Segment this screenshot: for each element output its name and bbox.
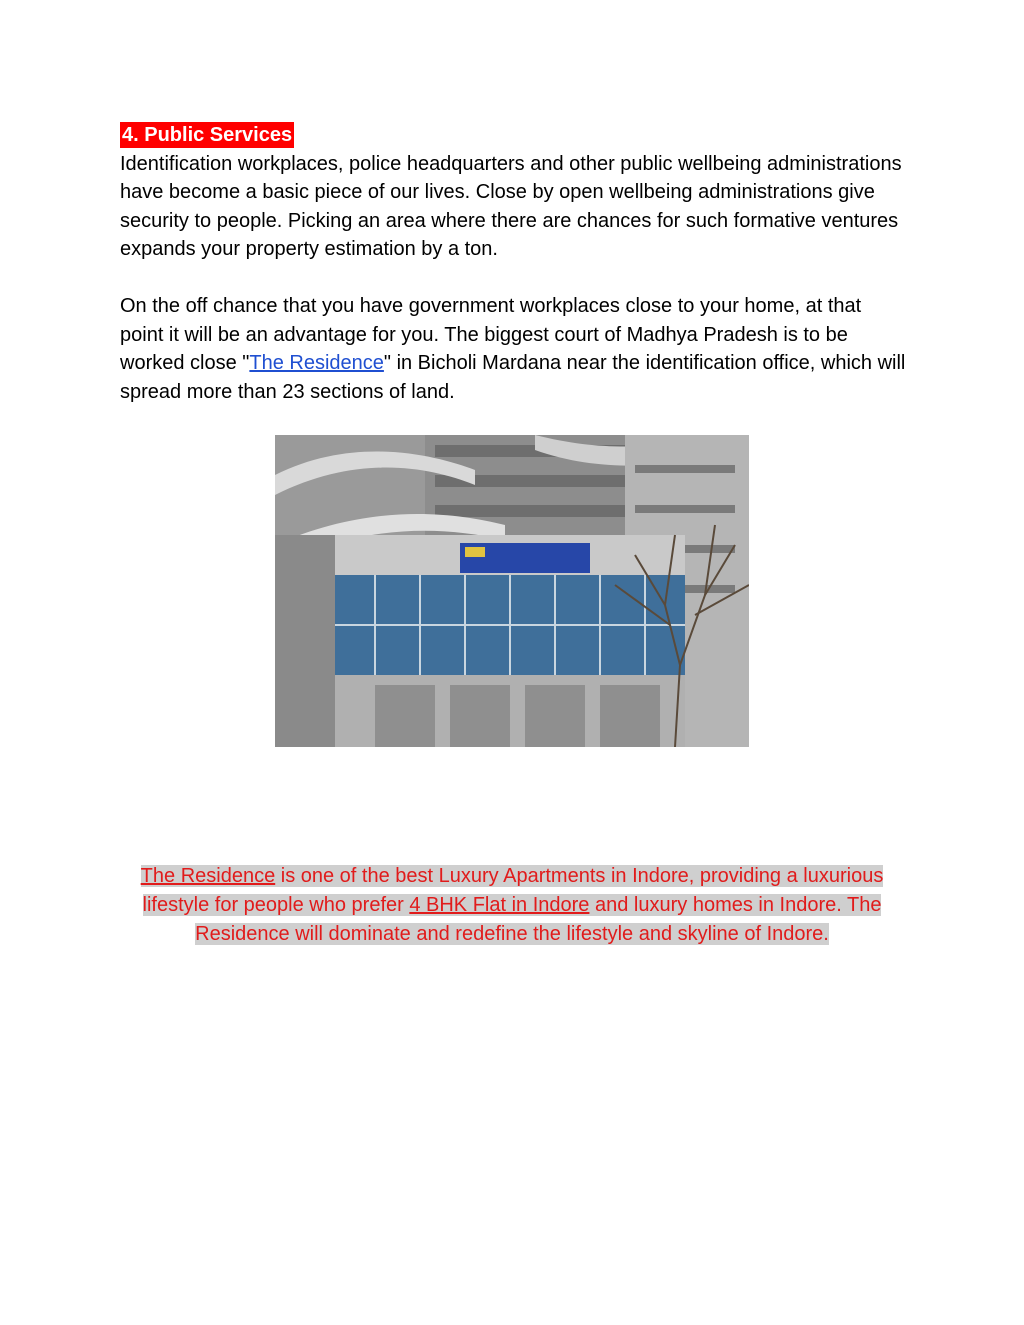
paragraph-text: On the off chance that you have government workplaces close to your home, at that point it will be an advantage for you. The biggest court of Madhya Pradesh is to be worked close " [120, 294, 862, 375]
paragraph-public-services: Identification workplaces, police headquarters and other public wellbeing administrations have become a basic piece of our lives. Close by open wellbeing administrations give security to people. Picking an area where there are chances for such formative ventures expands your property estimation by a ton. [120, 152, 902, 261]
the-residence-promo-link[interactable]: The Residence [140, 865, 276, 887]
document-body [120, 120, 910, 406]
section-heading: 4. Public Services [122, 124, 293, 146]
paragraph-text: " in Bicholi Mardana near the identification office, which will spread more than 23 sections of land. [120, 352, 906, 403]
promo-text: is one of the best Luxury Apartments in Indore, providing a luxurious lifestyle for people who prefer [142, 865, 884, 916]
promo-text: and luxury homes in Indore. The Residence will dominate and redefine the lifestyle and skyline of Indore. [195, 894, 882, 945]
building-photo [275, 435, 749, 747]
paragraph-government-offices [120, 292, 910, 406]
the-residence-link[interactable]: The Residence [249, 352, 384, 375]
promo-paragraph [115, 862, 909, 949]
4-bhk-flat-link[interactable]: 4 BHK Flat in Indore [409, 894, 590, 916]
promo-highlight [141, 865, 884, 945]
